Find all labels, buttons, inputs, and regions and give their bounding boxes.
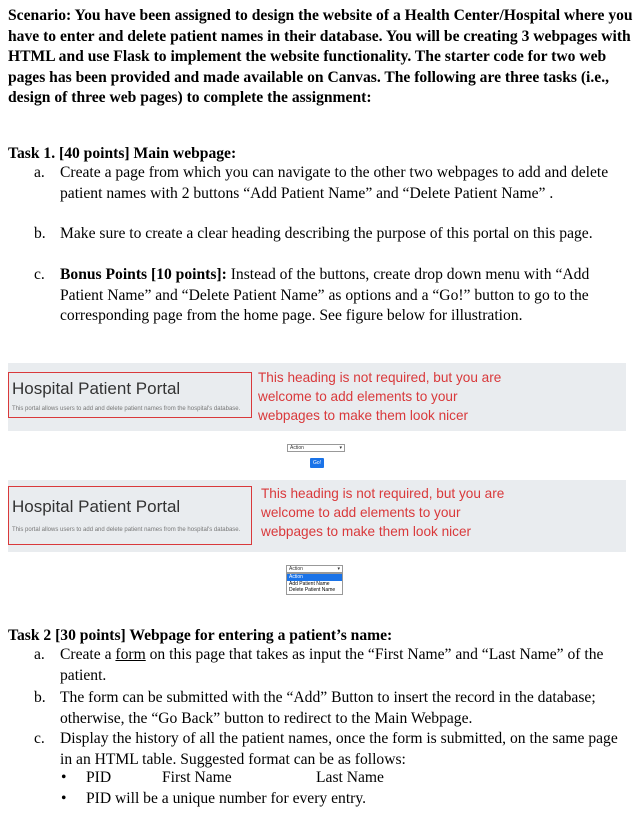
note-text-2 [261,484,504,541]
action-select-value: Action [289,566,303,572]
chevron-down-icon: ▾ [337,566,340,572]
option-add-patient[interactable]: Add Patient Name [289,580,330,587]
task1-c-letter: c. [34,266,45,283]
note-line-3: webpages to make them look nicer [261,524,472,539]
col-first-name: First Name [162,769,232,786]
bullet-icon: • [61,790,67,807]
task2-c-text: Display the history of all the patient names, once the form is submitted, on the same page in an HTML table. Suggested format can be as follows: [60,730,618,768]
bullet-icon: • [61,769,67,786]
option-delete-patient[interactable]: Delete Patient Name [289,587,336,593]
table-format-line [86,768,486,788]
task2-title: Task 2 [30 points] Webpage for entering a patient’s name: [8,627,393,644]
task2-a-pre: Create a [60,646,116,663]
chevron-down-icon: ▾ [339,445,342,451]
figure-panel-1 [8,363,626,431]
scenario-paragraph: Scenario: You have been assigned to design the website of a Health Center/Hospital where you have to enter and delete patient names in their database. You will be creating 3 webpages with HTML and use Flask to implement the website functionality. The starter code for two web pages has been provided and made available on Canvas. The following are three tasks (i.e., design of three web pages) to complete the assignment: [8,7,633,106]
task2-c-letter: c. [34,730,45,747]
portal-subtitle-2: This portal allows users to add and delete patient names from the hospital's database. [12,527,241,533]
action-select-1[interactable] [287,444,345,452]
note-line-1: This heading is not required, but you are [258,370,502,385]
figure-panel-2 [8,480,626,552]
col-last-name: Last Name [316,769,384,786]
portal-title-2: Hospital Patient Portal [12,497,181,516]
task1-c-text [60,265,630,327]
note-line-1: This heading is not required, but you are [261,486,505,501]
action-options-list [286,573,343,595]
task1-a-letter: a. [34,164,45,181]
bonus-label: Bonus Points [10 points]: [60,266,227,283]
task1-b-text: Make sure to create a clear heading describing the purpose of this portal on this page. [60,225,593,242]
note-text-1 [258,368,501,425]
task2-a-body: on this page that takes as input the “First Name” and “Last Name” of the patient. [60,646,604,684]
portal-heading-box-2 [8,486,252,545]
portal-title-1: Hospital Patient Portal [12,379,181,398]
action-select-value: Action [290,445,304,451]
col-pid: PID [86,769,112,786]
task2-a-text [60,645,622,686]
task2-b-text: The form can be submitted with the “Add” Button to insert the record in the database; otherwise, the “Go Back” button to redirect to the Main Webpage. [60,689,596,727]
note-line-2: welcome to add elements to your [258,389,458,404]
option-action[interactable]: Action [287,574,342,581]
note-line-2: welcome to add elements to your [261,505,461,520]
pid-note: PID will be a unique number for every entry. [86,790,367,807]
task2-b-letter: b. [34,689,46,706]
form-word: form [115,646,146,663]
note-line-3: webpages to make them look nicer [258,408,469,423]
task1-a-text: Create a page from which you can navigate to the other two webpages to add and delete patient names with 2 buttons “Add Patient Name” and “Delete Patient Name” . [60,164,609,202]
task1-c-body: Instead of the buttons, create drop down menu with “Add Patient Name” and “Delete Patient Name” as options and a “Go!” button to go to the corresponding page from the home page. See figure below for illustration. [60,266,590,324]
action-select-2[interactable] [286,565,343,573]
task1-title: Task 1. [40 points] Main webpage: [8,145,237,162]
go-button[interactable]: Go! [310,458,324,468]
portal-subtitle-1: This portal allows users to add and delete patient names from the hospital's database. [12,406,241,412]
task1-b-letter: b. [34,225,46,242]
portal-heading-box-1 [8,372,252,418]
task2-a-letter: a. [34,646,45,663]
